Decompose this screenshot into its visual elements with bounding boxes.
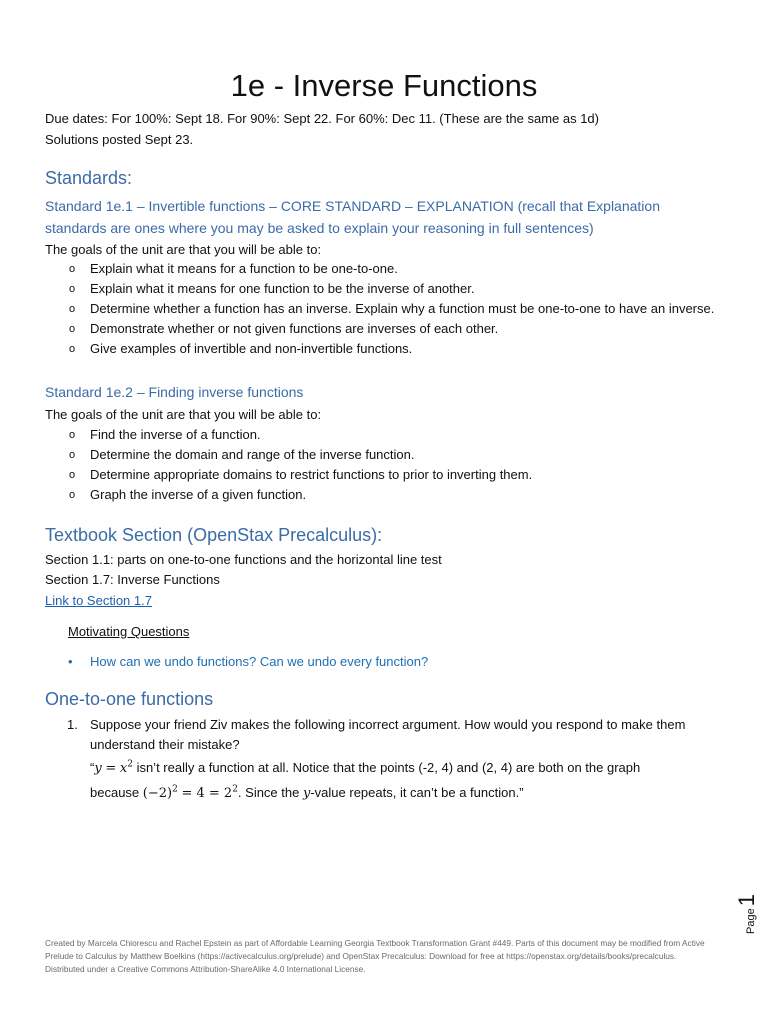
list-item: o Explain what it means for one function to be the inverse of another. bbox=[45, 279, 725, 299]
list-item: o Explain what it means for a function to be one-to-one. bbox=[45, 259, 725, 279]
one-to-one-heading: One-to-one functions bbox=[45, 689, 214, 709]
quote-line-2: because $(-2)^2 = 4 = 2^2$. Since the y-value repeats, it can’t be a function.” bbox=[90, 784, 524, 801]
textbook-line-1: Section 1.1: parts on one-to-one functions and the horizontal line test bbox=[45, 552, 442, 567]
list-item: o Determine the domain and range of the inverse function. bbox=[45, 445, 725, 465]
list-item: o Graph the inverse of a given function. bbox=[45, 485, 725, 505]
standard-1-title: Standard 1e.1 – Invertible functions – CORE STANDARD – EXPLANATION (recall that Explanation standards are ones where you may be asked to explain your reasoning in full sentences) bbox=[45, 198, 660, 236]
list-item: o Determine whether a function has an inverse. Explain why a function must be one-to-one to have an inverse. bbox=[45, 299, 725, 319]
bullet-icon: o bbox=[69, 429, 76, 441]
solutions-posted: Solutions posted Sept 23. bbox=[45, 132, 194, 147]
bullet-icon: o bbox=[69, 469, 76, 481]
bullet-icon: o bbox=[69, 323, 76, 335]
bullet-icon: o bbox=[69, 343, 76, 355]
standard-2-goal-list bbox=[45, 425, 725, 505]
bullet-icon: o bbox=[69, 449, 76, 461]
quote-line-1: “$y = x^2$ isn’t really a function at all. Notice that the points (-2, 4) and (2, 4) are both on the graph bbox=[90, 760, 641, 777]
bullet-icon: o bbox=[69, 283, 76, 295]
bullet-icon: o bbox=[69, 263, 76, 275]
standard-2-intro: The goals of the unit are that you will be able to: bbox=[45, 407, 322, 422]
standards-heading: Standards: bbox=[45, 168, 133, 188]
list-item: o Determine appropriate domains to restrict functions to prior to inverting them. bbox=[45, 465, 725, 485]
page-title: 1e - Inverse Functions bbox=[230, 68, 538, 103]
bullet-icon: o bbox=[69, 489, 76, 501]
problem-number: 1. bbox=[67, 717, 78, 732]
footer-attribution: Created by Marcela Chiorescu and Rachel Epstein as part of Affordable Learning Georgia Textbook Transformation Grant #449. Parts of this document may be modified from Active Prelude to Calculus by Matthew Boelkins (https://activecalculus.org/prelude) and OpenStax Precalculus: Download for free at https://openstax.org/details/books/precalculus. Distributed under a Creative Commons Attribution-ShareAlike 4.0 International License. bbox=[45, 938, 705, 974]
list-item: o Find the inverse of a function. bbox=[45, 425, 725, 445]
standard-1-goal-list bbox=[45, 259, 725, 359]
section-link[interactable]: Link to Section 1.7 bbox=[45, 593, 152, 608]
textbook-heading: Textbook Section (OpenStax Precalculus): bbox=[45, 525, 383, 545]
bullet-icon: o bbox=[69, 303, 76, 315]
list-item: o Give examples of invertible and non-invertible functions. bbox=[45, 339, 725, 359]
standard-2-title: Standard 1e.2 – Finding inverse functions bbox=[45, 384, 304, 400]
page-number: Page1 bbox=[734, 894, 759, 934]
problem-list bbox=[45, 715, 725, 804]
bullet-icon: • bbox=[68, 654, 73, 669]
motivating-heading: Motivating Questions bbox=[68, 624, 190, 639]
problem-text: Suppose your friend Ziv makes the following incorrect argument. How would you respond to make them understand their mistake? “$y = x^2$ isn’t really a function at all. Notice that the points (-2, 4) and (2, 4) are both on the graph because $(-2)^2 = 4 = 2^2$. Since the y-value repeats, it can’t be a function.” bbox=[90, 717, 686, 801]
standard-1-intro: The goals of the unit are that you will be able to: bbox=[45, 242, 322, 257]
due-dates: Due dates: For 100%: Sept 18. For 90%: Sept 22. For 60%: Dec 11. (These are the same as 1d) bbox=[45, 111, 599, 126]
list-item: o Demonstrate whether or not given functions are inverses of each other. bbox=[45, 319, 725, 339]
motivating-question: • How can we undo functions? Can we undo every function? bbox=[68, 652, 428, 672]
textbook-line-2: Section 1.7: Inverse Functions bbox=[45, 572, 220, 587]
